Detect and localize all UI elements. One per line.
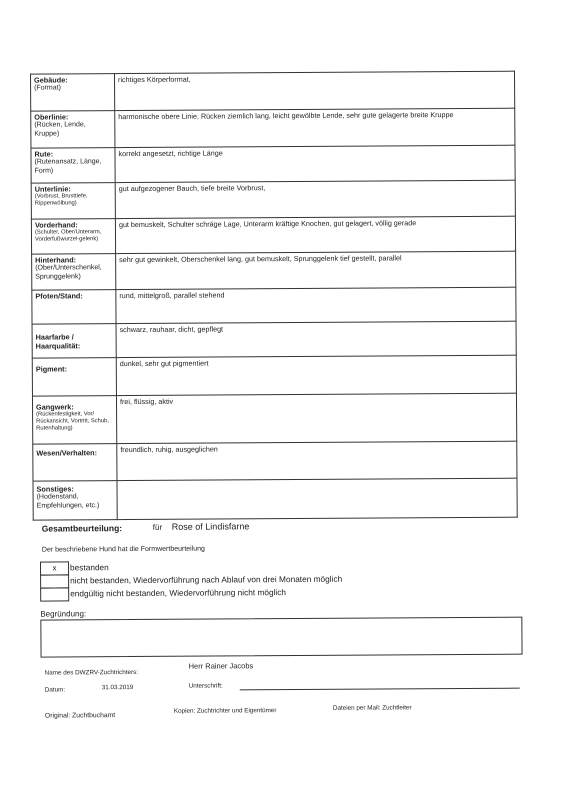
signature-label: Unterschrift: — [189, 682, 223, 689]
distribution-original: Original: Zuchtbuchamt — [45, 712, 115, 719]
row-value: rund, mittelgroß, parallel stehend — [116, 287, 516, 323]
reason-label: Begründung: — [40, 609, 86, 618]
row-subtitle: (Format) — [34, 84, 111, 93]
row-label-cell — [32, 254, 116, 291]
option-label: endgültig nicht bestanden, Wiedervorführung nicht möglich — [70, 587, 286, 598]
row-title: Sonstiges: — [37, 484, 114, 493]
row-label-cell — [33, 481, 117, 521]
row-title: Vorderhand: — [35, 220, 112, 229]
row-label-cell — [32, 290, 116, 325]
row-title: Rute: — [34, 149, 111, 158]
row-title: Gebäude: — [34, 75, 111, 84]
table-row — [31, 180, 515, 219]
judge-name: Herr Rainer Jacobs — [189, 661, 254, 670]
table-row — [32, 321, 516, 358]
row-label-cell — [32, 358, 116, 397]
row-title: Wesen/Verhalten: — [36, 448, 113, 457]
row-title: Pfoten/Stand: — [35, 291, 112, 300]
row-subtitle: (Hodenstand, Empfehlungen, etc.) — [37, 493, 114, 510]
row-label-cell — [31, 111, 115, 149]
row-label-cell — [32, 396, 116, 445]
row-title: Hinterhand: — [35, 255, 112, 264]
for-label: für — [153, 523, 162, 532]
row-value: harmonische obere Linie, Rücken ziemlich lang, leicht gewölbte Lende, sehr gute gelagerte breite Kruppe — [115, 108, 515, 147]
distribution-copies: Kopien: Zuchtrichter und Eigentümer — [174, 707, 277, 715]
summary-title: Gesamtbeurteilung: — [42, 523, 122, 533]
row-label-cell — [32, 324, 116, 359]
row-value: gut aufgezogener Bauch, tiefe breite Vorbrust, — [115, 180, 515, 218]
row-subtitle: (Rutenansatz, Länge, Form) — [35, 158, 112, 175]
table-row — [31, 108, 515, 148]
table-row — [31, 216, 515, 254]
row-subtitle: (Schulter, Ober/Unterarm, Vorderfußwurzel-gelenk) — [35, 229, 112, 243]
option-checkbox[interactable] — [40, 587, 69, 601]
table-row — [32, 393, 516, 444]
option-checkbox[interactable]: x — [40, 561, 69, 575]
date-value: 31.03.2019 — [102, 684, 134, 691]
table-row — [32, 287, 516, 324]
row-label-cell — [33, 444, 117, 482]
row-value: frei, flüssig, aktiv — [116, 393, 516, 443]
table-row — [31, 71, 515, 111]
row-title: Haarfarbe / Haarqualität: — [36, 332, 113, 350]
row-value: freundlich, ruhig, ausgeglichen — [117, 441, 517, 480]
row-label-cell — [31, 183, 115, 220]
row-value: schwarz, rauhaar, dicht, gepflegt — [116, 321, 516, 357]
row-label-cell — [31, 74, 115, 112]
row-value: korrekt angesetzt, richtige Länge — [115, 145, 515, 182]
date-label: Datum: — [45, 686, 65, 693]
row-subtitle: (Vorbrust, Brusttiefe, Rippenwölbung) — [35, 193, 112, 207]
row-subtitle: (Rücken, Lende, Kruppe) — [34, 121, 111, 138]
row-title: Gangwerk: — [36, 402, 113, 411]
row-value — [117, 478, 517, 519]
table-row — [33, 441, 517, 481]
row-value: sehr gut gewinkelt, Oberschenkel lang, gut bemuskelt, Sprunggelenk tief gestellt, parallel — [116, 251, 516, 289]
row-value: richtiges Körperformat, — [115, 71, 515, 110]
table-row — [31, 145, 515, 183]
signature-line — [240, 688, 520, 691]
dog-name: Rose of Lindisfarne — [172, 521, 250, 531]
option-label: nicht bestanden, Wiedervorführung nach Ablauf von drei Monaten möglich — [70, 574, 342, 586]
judge-label: Name des DWZRV-Zuchtrichters: — [45, 669, 138, 677]
row-title: Pigment: — [36, 364, 113, 373]
option-label: bestanden — [70, 562, 109, 572]
table-row — [33, 478, 517, 520]
row-label-cell — [31, 219, 115, 255]
reason-field[interactable] — [40, 617, 522, 658]
evaluation-table — [30, 71, 518, 521]
row-label-cell — [31, 148, 115, 184]
row-title: Unterlinie: — [35, 184, 112, 193]
table-row — [32, 251, 516, 290]
row-title: Oberlinie: — [34, 112, 111, 121]
table-row — [32, 355, 516, 396]
row-subtitle: (Ober/Unterschenkel, Sprunggelenk) — [35, 264, 112, 281]
row-value: gut bemuskelt, Schulter schräge Lage, Unterarm kräftige Knochen, gut gelagert, völlig gerade — [115, 216, 515, 253]
row-value: dunkel, sehr gut pigmentiert — [116, 355, 516, 395]
distribution-mail: Dateien per Mail: Zuchtleiter — [333, 704, 412, 711]
row-subtitle: (Rückenfestigkeit, Vor/ Rückansicht, Vortritt, Schub, Rutenhaltung) — [36, 411, 113, 432]
summary-statement: Der beschriebene Hund hat die Formwertbeurteilung — [42, 546, 205, 554]
